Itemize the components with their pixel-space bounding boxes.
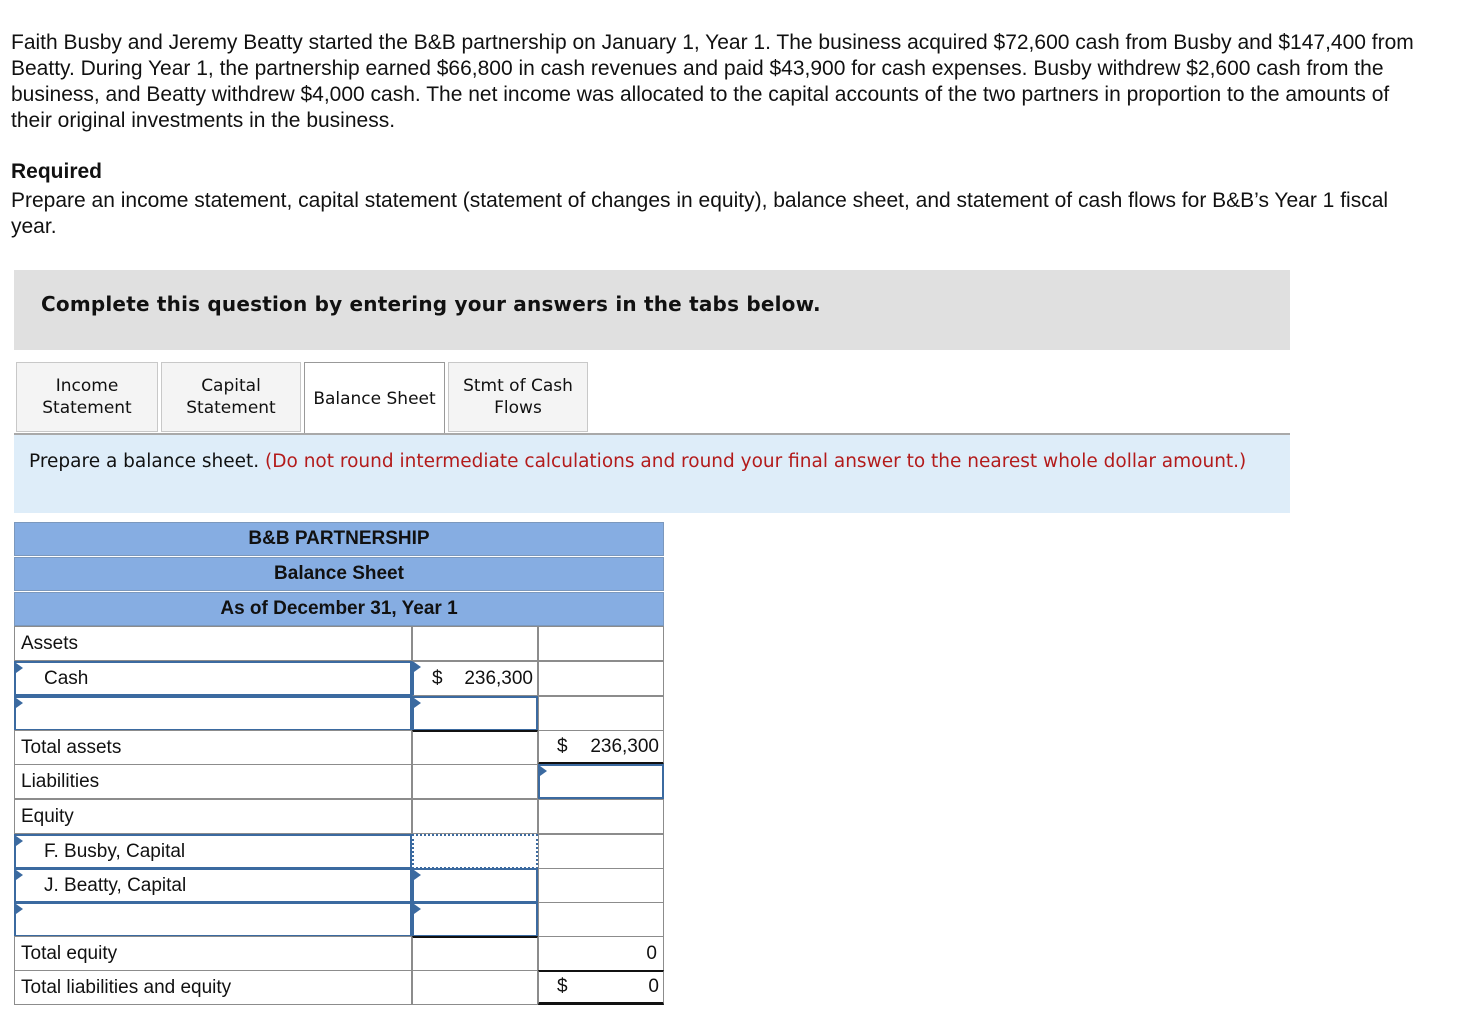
tab-label: Stmt of Cash Flows [463, 376, 573, 418]
liabilities-value-input[interactable] [538, 764, 664, 799]
currency-symbol: $ [557, 976, 568, 997]
cash-label-input[interactable] [14, 661, 412, 696]
sheet-company-name: B&B PARTNERSHIP [14, 522, 664, 556]
tab-stmt-of-cash-flows[interactable] [448, 362, 588, 432]
dropdown-marker-icon [414, 904, 421, 914]
currency-symbol: $ [432, 667, 443, 689]
banner-text: Complete this question by entering your answers in the tabs below. [41, 292, 821, 316]
total-equity-label: Total equity [14, 936, 412, 971]
empty-cell [538, 868, 664, 903]
cash-value: 236,300 [464, 667, 533, 689]
empty-cell [538, 799, 664, 834]
total-assets-value-cell [538, 730, 664, 765]
instructions-note: (Do not round intermediate calculations and round your final answer to the nearest whole dollar amount.) [265, 451, 1247, 472]
row-busby-capital [14, 834, 664, 869]
blank-asset-label-input[interactable] [14, 696, 412, 731]
empty-cell [412, 936, 538, 971]
beatty-label: J. Beatty, Capital [44, 874, 187, 896]
busby-value-input[interactable] [412, 834, 538, 869]
empty-cell [538, 661, 664, 696]
equity-label: Equity [14, 799, 412, 834]
dropdown-marker-icon [16, 663, 23, 673]
instructions-main: Prepare a balance sheet. [29, 451, 260, 472]
busby-label: F. Busby, Capital [44, 840, 186, 862]
instructions-text [29, 450, 1269, 474]
blank-equity-value-input[interactable] [412, 902, 538, 937]
empty-cell [538, 696, 664, 731]
tab-label: Balance Sheet [313, 388, 436, 409]
total-le-value: 0 [648, 976, 659, 997]
busby-label-input[interactable] [14, 834, 412, 869]
total-assets-value: 236,300 [590, 735, 659, 757]
beatty-label-input[interactable] [14, 868, 412, 903]
row-blank-equity [14, 902, 664, 937]
empty-cell [538, 626, 664, 661]
row-cash [14, 661, 664, 696]
tab-balance-sheet[interactable] [304, 362, 445, 435]
sheet-date: As of December 31, Year 1 [14, 592, 664, 626]
cash-value-input[interactable] [412, 661, 538, 696]
dropdown-marker-icon [414, 662, 421, 672]
total-assets-label: Total assets [14, 730, 412, 765]
instructions-box [14, 435, 1290, 513]
dropdown-marker-icon [540, 766, 547, 776]
row-total-equity [14, 936, 664, 971]
empty-cell [412, 764, 538, 799]
tab-income-statement[interactable] [16, 362, 158, 432]
row-liabilities [14, 764, 664, 799]
tab-label: Capital Statement [186, 376, 276, 418]
empty-cell [412, 970, 538, 1005]
required-text: Prepare an income statement, capital statement (statement of changes in equity), balance sheet, and statement of cash flows for B&B’s Year 1 fiscal year. [11, 189, 1389, 238]
empty-cell [412, 730, 538, 765]
dropdown-marker-icon [414, 698, 421, 708]
tab-capital-statement[interactable] [161, 362, 301, 432]
total-le-value-cell [538, 970, 664, 1005]
beatty-value-input[interactable] [412, 868, 538, 903]
empty-cell [412, 626, 538, 661]
liabilities-label: Liabilities [14, 764, 412, 799]
dropdown-marker-icon [16, 836, 23, 846]
required-title: Required [11, 160, 103, 183]
dropdown-marker-icon [16, 904, 23, 914]
dropdown-marker-icon [16, 698, 23, 708]
dropdown-marker-icon [414, 870, 421, 880]
instructions-banner [14, 270, 1290, 350]
total-equity-value: 0 [538, 936, 664, 971]
row-total-liabilities-equity [14, 970, 664, 1005]
currency-symbol: $ [557, 735, 568, 757]
row-assets-heading [14, 626, 664, 661]
row-blank-asset [14, 696, 664, 731]
blank-equity-label-input[interactable] [14, 902, 412, 937]
empty-cell [412, 799, 538, 834]
empty-cell [538, 834, 664, 869]
assets-label: Assets [14, 626, 412, 661]
cash-label: Cash [44, 667, 89, 689]
sheet-title: Balance Sheet [14, 557, 664, 591]
empty-cell [538, 902, 664, 937]
dropdown-marker-icon [16, 870, 23, 880]
row-beatty-capital [14, 868, 664, 903]
tab-label: Income Statement [42, 376, 132, 418]
total-le-label: Total liabilities and equity [14, 970, 412, 1005]
row-equity-heading [14, 799, 664, 834]
row-total-assets [14, 730, 664, 765]
blank-asset-value-input[interactable] [412, 696, 538, 731]
problem-text: Faith Busby and Jeremy Beatty started the B&B partnership on January 1, Year 1. The business acquired $72,600 cash from Busby and $147,400 from Beatty. During Year 1, the partnership earned $66,800 in cash revenues and paid $43,900 for cash expenses. Busby withdrew $2,600 cash from the business, and Beatty withdrew $4,000 cash. The net income was allocated to the capital accounts of the two partners in proportion to the amounts of their original investments in the business. [11, 31, 1414, 132]
